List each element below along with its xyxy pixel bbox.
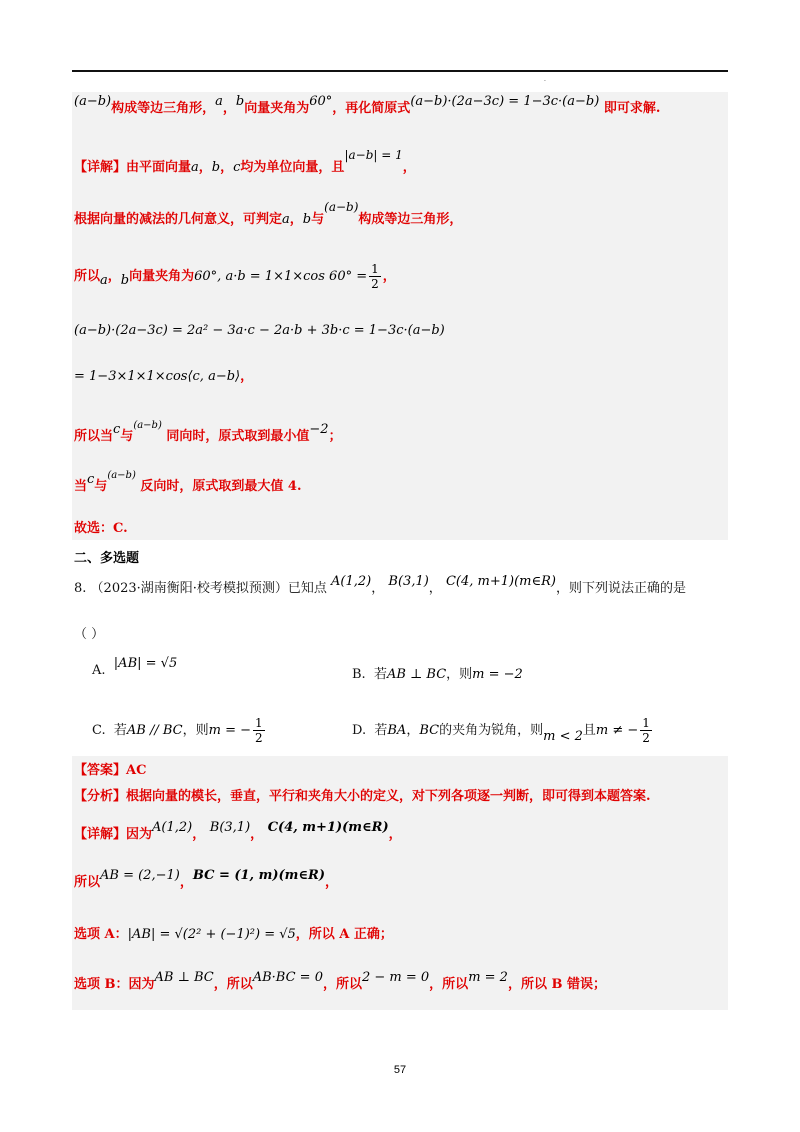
option-a[interactable]: A. |AB| = √5 [92,656,178,678]
header-dot: . [544,76,546,83]
top-line-8: 当c与$^{(a-b)}$ 反向时，原式取到最大值 4. [74,470,302,494]
detail-line-4: 选项 B：因为AB ⊥ BC，所以AB·BC = 0，所以2 − m = 0，所以m = 2，所以 B 错误； [74,970,606,992]
detail-line-3: 选项 A：|AB| = √(2² + (−1)²) = √5，所以 A 正确； [74,927,393,942]
answer-blank: （ ） [74,627,105,642]
option-d[interactable]: D. 若BA，BC的夹角为锐角，则m < 2且m ≠ − $\frac{1}{2}$ [352,716,650,745]
top-line-2: 【详解】由平面向量a，b，c均为单位向量，且|a−b| = 1， [74,148,416,175]
header-rule [72,70,728,72]
top-line-1: (a−b)构成等边三角形，a，b向量夹角为60°，再化简原式(a−b)·(2a−3c) = 1−3c·(a−b) 即可求解. [74,94,661,116]
detail-line-1: 【详解】因为A(1,2)， B(3,1)， C(4, m+1)(m∈R)， [74,820,402,842]
top-line-5: (a−b)·(2a−3c) = 2a² − 3a·c − 2a·b + 3b·c = 1−3c·(a−b) [74,323,445,338]
section-title: 二、多选题 [74,551,140,566]
answer-line: 【答案】AC [74,763,147,778]
top-line-4: 所以a，b向量夹角为60°, a·b = 1×1×cos 60° = $\frac{1}{2}$ ， [74,262,396,291]
option-c[interactable]: C. 若AB // BC，则m = − $\frac{1}{2}$ [92,716,263,745]
top-line-3: 根据向量的减法的几何意义，可判定a，b与(a−b)构成等边三角形， [74,200,463,227]
question-8-stem: 8. （2023·湖南衡阳·校考模拟预测）已知点 A(1,2)， B(3,1)， C(4, m+1)(m∈R)，则下列说法正确的是 [74,574,686,596]
top-line-7: 所以当c与$^{(a-b)}$ 同向时，原式取到最小值−2； [74,420,342,444]
top-line-9: 故选：C. [74,521,128,536]
analysis-line: 【分析】根据向量的模长，垂直，平行和夹角大小的定义，对下列各项逐一判断，即可得到本题答案. [74,789,651,804]
detail-line-2: 所以AB = (2,−1)，BC = (1, m)(m∈R)， [74,868,339,890]
option-b[interactable]: B. 若AB ⊥ BC，则m = −2 [352,667,523,682]
math-expr: (a−b) [74,94,112,109]
top-line-6: = 1−3×1×1×cos⟨c, a−b⟩， [74,369,254,384]
page-number: 57 [393,1064,407,1076]
fraction-half: $\frac{1}{2}$ [371,262,379,291]
